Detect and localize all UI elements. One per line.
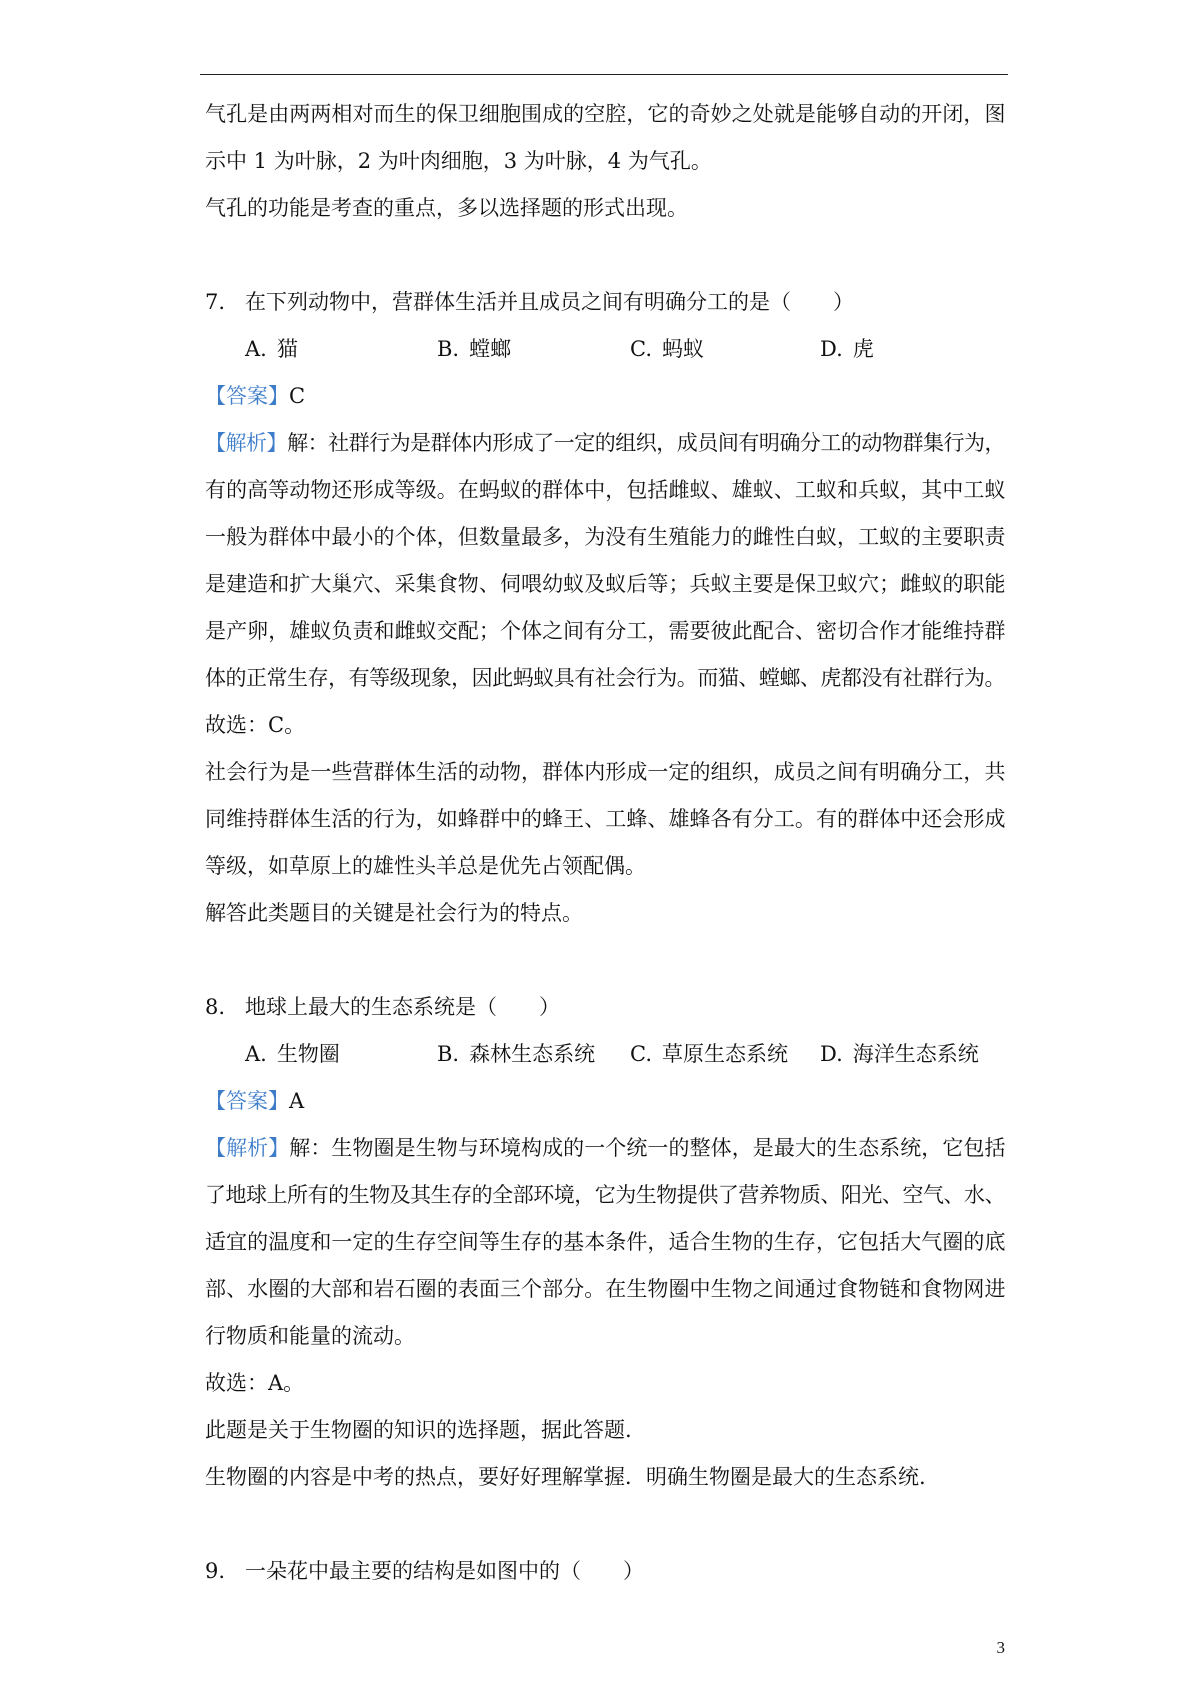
analysis-line: 是建造和扩大巢穴、采集食物、伺喂幼蚁及蚁后等；兵蚁主要是保卫蚁穴；雌蚁的职能	[205, 572, 1005, 596]
question-number: 8.	[205, 995, 226, 1019]
analysis-line: 体的正常生存，有等级现象，因此蚂蚁具有社会行为。而猫、螳螂、虎都没有社群行为。	[205, 666, 1005, 690]
answer-label: 【答案】	[205, 1089, 289, 1113]
question-8-options	[205, 1031, 1005, 1078]
analysis-line: 了地球上所有的生物及其生存的全部环境，它为生物提供了营养物质、阳光、空气、水、	[205, 1183, 1005, 1207]
option-a	[245, 1031, 340, 1078]
answer-label: 【答案】	[205, 384, 289, 408]
question-7-options	[205, 326, 1005, 373]
option-d	[820, 326, 874, 373]
option-d	[820, 1031, 979, 1078]
intro-line: 示中 1 为叶脉，2 为叶肉细胞，3 为叶脉，4 为气孔。	[205, 149, 712, 173]
analysis-line	[205, 1125, 1005, 1172]
option-text: 森林生态系统	[469, 1042, 596, 1066]
option-text: 蚂蚁	[662, 337, 704, 361]
conclusion-line: 故选：C。	[205, 713, 306, 737]
answer-value: A	[289, 1089, 305, 1113]
spacer	[205, 232, 1005, 279]
analysis-line	[205, 420, 1005, 467]
question-number: 7.	[205, 290, 226, 314]
option-letter: D.	[820, 1042, 843, 1066]
question-9-stem	[205, 1548, 1005, 1595]
analysis-label: 【解析】	[205, 431, 288, 455]
summary-line: 此题是关于生物圈的知识的选择题，据此答题.	[205, 1418, 632, 1442]
option-c	[630, 1031, 788, 1078]
analysis-line: 行物质和能量的流动。	[205, 1324, 415, 1348]
intro-line: 气孔的功能是考查的重点，多以选择题的形式出现。	[205, 196, 688, 220]
answer-line	[205, 373, 1005, 420]
conclusion-line: 故选：A。	[205, 1371, 305, 1395]
option-letter: B.	[437, 1042, 460, 1066]
summary-line: 社会行为是一些营群体生活的动物，群体内形成一定的组织，成员之间有明确分工，共	[205, 760, 1005, 784]
tip-line: 生物圈的内容是中考的热点，要好好理解掌握．明确生物圈是最大的生态系统.	[205, 1465, 926, 1489]
question-text: 一朵花中最主要的结构是如图中的（ ）	[245, 1559, 644, 1583]
analysis-line: 适宜的温度和一定的生存空间等生存的基本条件，适合生物的生存，它包括大气圈的底	[205, 1230, 1005, 1254]
analysis-text: 解：生物圈是生物与环境构成的一个统一的整体，是最大的生态系统，它包括	[289, 1136, 1006, 1160]
header-rule	[200, 74, 1008, 75]
intro-line: 气孔是由两两相对而生的保卫细胞围成的空腔，它的奇妙之处就是能够自动的开闭，图	[205, 102, 1005, 126]
option-text: 猫	[276, 337, 298, 361]
option-letter: D.	[820, 337, 843, 361]
spacer	[205, 937, 1005, 984]
tip-line: 解答此类题目的关键是社会行为的特点。	[205, 901, 583, 925]
analysis-text: 解：社群行为是群体内形成了一定的组织，成员间有明确分工的动物群集行为，	[287, 431, 1006, 455]
option-letter: A.	[245, 337, 267, 361]
answer-value: C	[289, 384, 306, 408]
summary-line: 等级，如草原上的雄性头羊总是优先占领配偶。	[205, 854, 646, 878]
option-text: 虎	[852, 337, 874, 361]
spacer	[205, 1501, 1005, 1548]
option-text: 生物圈	[276, 1042, 340, 1066]
analysis-line: 有的高等动物还形成等级。在蚂蚁的群体中，包括雌蚁、雄蚁、工蚁和兵蚁，其中工蚁	[205, 478, 1005, 502]
option-text: 海洋生态系统	[852, 1042, 979, 1066]
option-b	[437, 1031, 595, 1078]
analysis-line: 一般为群体中最小的个体，但数量最多，为没有生殖能力的雌性白蚁，工蚁的主要职责	[205, 525, 1005, 549]
analysis-label: 【解析】	[205, 1136, 290, 1160]
option-letter: C.	[630, 1042, 652, 1066]
analysis-line: 部、水圈的大部和岩石圈的表面三个部分。在生物圈中生物之间通过食物链和食物网进	[205, 1277, 1005, 1301]
analysis-line: 是产卵，雄蚁负责和雌蚁交配；个体之间有分工，需要彼此配合、密切合作才能维持群	[205, 619, 1005, 643]
option-letter: C.	[630, 337, 652, 361]
page-content	[205, 91, 1005, 1595]
question-number: 9.	[205, 1559, 226, 1583]
question-7-stem	[205, 279, 1005, 326]
option-a	[245, 326, 298, 373]
option-text: 螳螂	[469, 337, 512, 361]
page-number: 3	[996, 1638, 1005, 1657]
question-text: 地球上最大的生态系统是（ ）	[245, 995, 560, 1019]
option-c	[630, 326, 704, 373]
option-letter: B.	[437, 337, 460, 361]
answer-line	[205, 1078, 1005, 1125]
option-letter: A.	[245, 1042, 267, 1066]
question-8-stem	[205, 984, 1005, 1031]
option-text: 草原生态系统	[662, 1042, 788, 1066]
summary-line: 同维持群体生活的行为，如蜂群中的蜂王、工蜂、雄蜂各有分工。有的群体中还会形成	[205, 807, 1005, 831]
option-b	[437, 326, 511, 373]
question-text: 在下列动物中，营群体生活并且成员之间有明确分工的是（ ）	[245, 290, 854, 314]
